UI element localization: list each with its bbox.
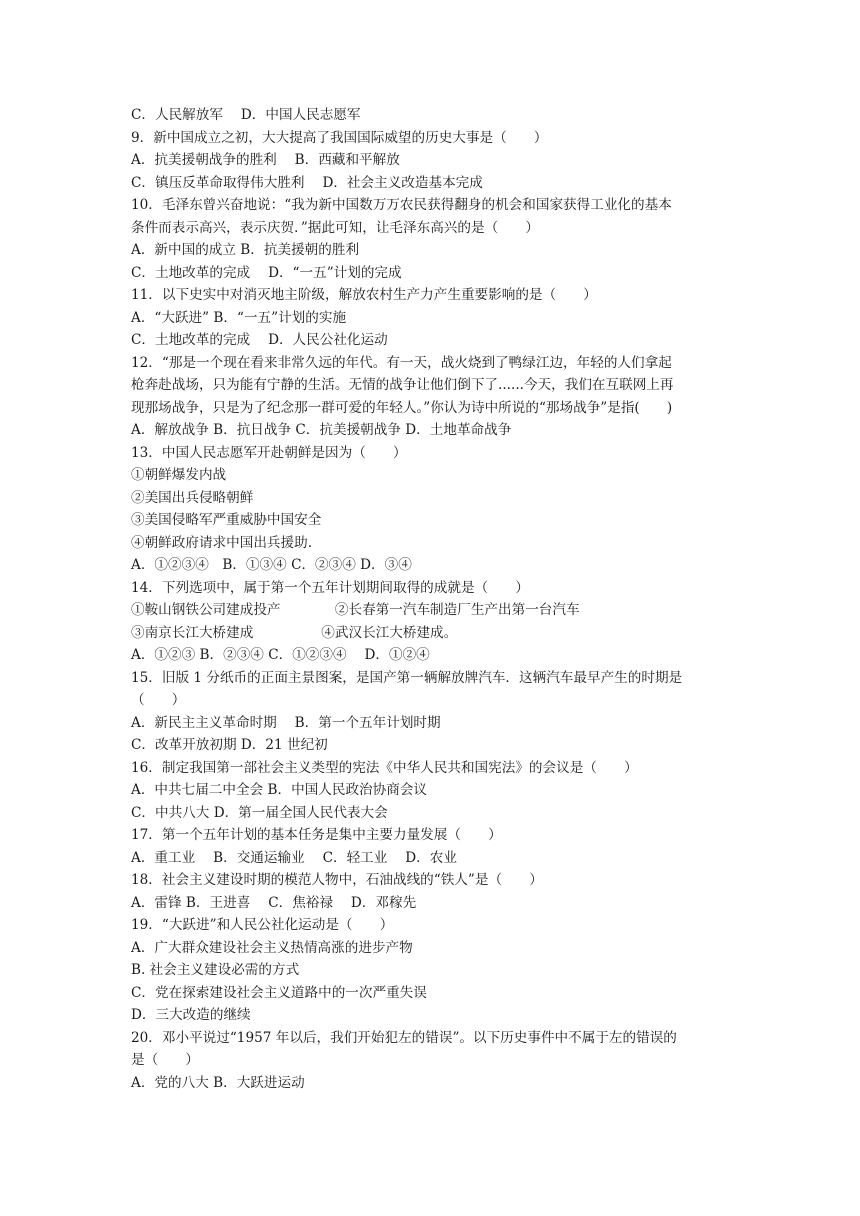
- text-line: A．抗美援朝战争的胜利 B．西藏和平解放: [131, 152, 400, 168]
- text-line: 9．新中国成立之初，大大提高了我国国际威望的历史大事是（ ）: [131, 129, 548, 146]
- text-line: ①鞍山钢铁公司建成投产 ②长春第一汽车制造厂生产出第一台汽车: [131, 602, 580, 618]
- text-line: 13．中国人民志愿军开赴朝鲜是因为（ ）: [131, 444, 407, 461]
- text-line: A．重工业 B．交通运输业 C．轻工业 D．农业: [131, 849, 457, 866]
- text-line: 11．以下史实中对消灭地主阶级，解放农村生产力产生重要影响的是（ ）: [131, 287, 597, 303]
- text-line: C．镇压反革命取得伟大胜利 D．社会主义改造基本完成: [131, 174, 483, 191]
- text-line: A．新民主主义革命时期 B．第一个五年计划时期: [131, 714, 441, 731]
- text-line: C．人民解放军 D．中国人民志愿军: [131, 107, 361, 123]
- exam-page: [131, 104, 731, 1094]
- text-line: C．土地改革的完成 D．人民公社化运动: [131, 332, 388, 348]
- text-line: A．“大跃进” B．“一五”计划的实施: [131, 309, 347, 326]
- text-line: 条件而表示高兴，表示庆贺．”据此可知，让毛泽东高兴的是（ ）: [131, 219, 539, 236]
- text-line: A．雷锋 B．王进喜 C．焦裕禄 D．邓稼先: [131, 894, 417, 911]
- text-line: 15．旧版 1 分纸币的正面主景图案，是国产第一辆解放牌汽车．这辆汽车最早产生的时期是: [131, 669, 683, 686]
- text-line: ②美国出兵侵略朝鲜: [131, 489, 254, 506]
- text-line: A．①②③ B．②③④ C．①②③④ D．①②④: [131, 647, 430, 663]
- text-line: C．党在探索建设社会主义道路中的一次严重失误: [131, 984, 427, 1001]
- text-line: 19．“大跃进”和人民公社化运动是（ ）: [131, 917, 394, 933]
- text-line: C．土地改革的完成 D．“一五”计划的完成: [131, 264, 402, 281]
- text-line: 17．第一个五年计划的基本任务是集中主要力量发展（ ）: [131, 827, 502, 843]
- text-line: 16．制定我国第一部社会主义类型的宪法《中华人民共和国宪法》的会议是（ ）: [131, 759, 638, 776]
- text-line: A．①②③④ B．①③④ C．②③④ D．③④: [131, 557, 412, 573]
- text-line: 20．邓小平说过“1957 年以后，我们开始犯左的错误”。以下历史事件中不属于左的错误的: [131, 1029, 677, 1046]
- text-line: 14．下列选项中，属于第一个五年计划期间取得的成就是（ ）: [131, 579, 529, 596]
- text-line: A．解放战争 B．抗日战争 C．抗美援朝战争 D．土地革命战争: [131, 422, 512, 438]
- text-line: ①朝鲜爆发内战: [131, 467, 227, 483]
- text-line: ③美国侵略军严重威胁中国安全: [131, 512, 322, 528]
- text-line: 18．社会主义建设时期的模范人物中，石油战线的“铁人”是（ ）: [131, 872, 543, 888]
- text-line: 12．“那是一个现在看来非常久远的年代。有一天，战火烧到了鸭绿江边，年轻的人们拿起: [131, 354, 672, 371]
- text-line: （ ）: [131, 692, 186, 708]
- text-line: C．中共八大 D．第一届全国人民代表大会: [131, 804, 388, 821]
- text-line: D．三大改造的继续: [131, 1007, 251, 1023]
- text-line: 10．毛泽东曾兴奋地说：“我为新中国数万万农民获得翻身的机会和国家获得工业化的基本: [131, 197, 672, 213]
- text-line: ③南京长江大桥建成 ④武汉长江大桥建成。: [131, 624, 458, 641]
- text-line: B. 社会主义建设必需的方式: [131, 962, 300, 978]
- text-line: 是（ ）: [131, 1052, 199, 1068]
- text-line: A．党的八大 B．大跃进运动: [131, 1074, 305, 1091]
- text-line: C．改革开放初期 D．21 世纪初: [131, 737, 328, 753]
- text-line: A．新中国的成立 B．抗美援朝的胜利: [131, 242, 360, 258]
- text-line: A．中共七届二中全会 B．中国人民政治协商会议: [131, 782, 428, 798]
- text-line: 现那场战争，只是为了纪念那一群可爱的年轻人。”你认为诗中所说的“那场战争”是指( ): [131, 399, 673, 416]
- text-line: A．广大群众建设社会主义热情高涨的进步产物: [131, 939, 413, 956]
- text-line: ④朝鲜政府请求中国出兵援助.: [131, 534, 313, 551]
- text-line: 枪奔赴战场，只为能有宁静的生活。无情的战争让他们倒下了......今天，我们在互联网上再: [131, 377, 674, 393]
